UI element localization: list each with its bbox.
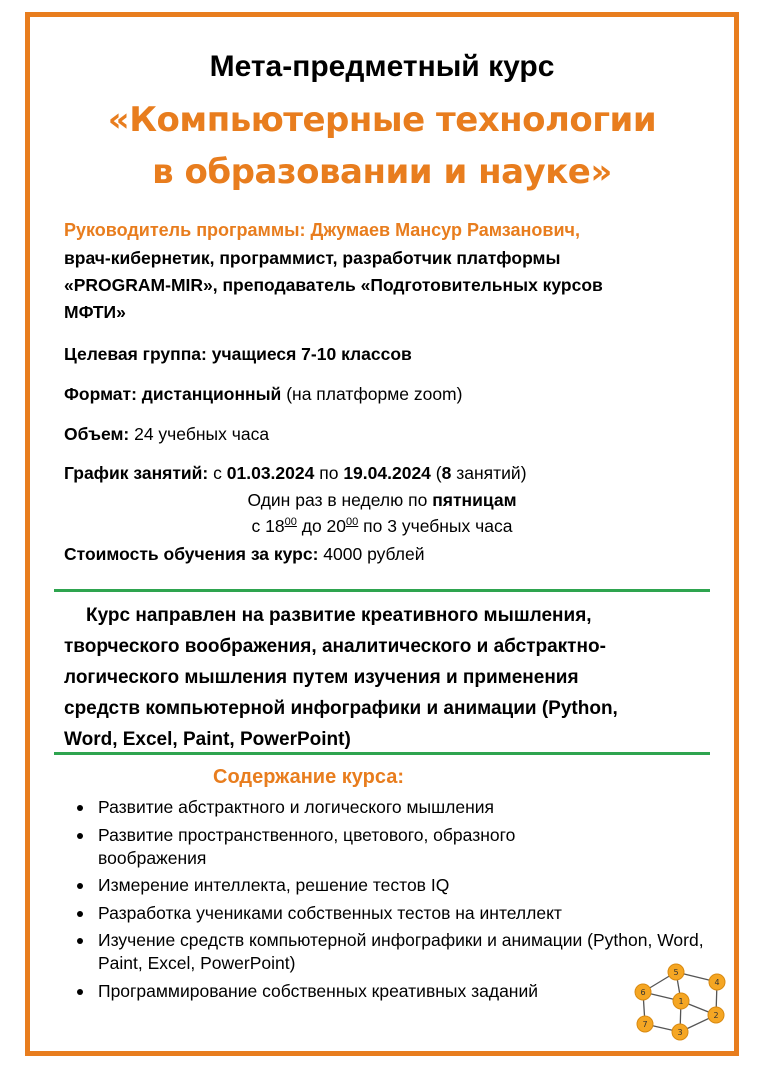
list-item: Программирование собственных креативных заданий [64, 980, 714, 1003]
cost-line [64, 544, 425, 565]
schedule-count: 8 [441, 463, 452, 483]
schedule-to-word: по [319, 463, 339, 483]
schedule-time [0, 516, 764, 537]
bullet-icon [77, 989, 83, 995]
schedule-time-to: до 20 [301, 516, 347, 536]
title-line-3: в образовании и науке» [152, 152, 612, 192]
volume-line [64, 424, 269, 445]
volume-value: 24 учебных часа [134, 424, 270, 444]
graph-node-label: 4 [714, 978, 720, 987]
divider-bottom [54, 752, 710, 755]
schedule-label: График занятий: [64, 463, 209, 483]
list-item: Измерение интеллекта, решение тестов IQ [64, 874, 714, 897]
list-item: Развитие абстрактного и логического мышления [64, 796, 714, 819]
leader-desc-1: врач-кибернетик, программист, разработчик платформы [64, 248, 561, 268]
graph-node-label: 5 [673, 968, 679, 977]
title-line-1: Мета-предметный курс [209, 50, 555, 83]
graph-node-label: 7 [642, 1020, 648, 1029]
schedule-time-to-min: 00 [346, 516, 359, 529]
leader-desc-3: МФТИ» [64, 302, 126, 322]
graph-node-label: 1 [678, 997, 684, 1006]
title-line-2: «Компьютерные технологии [107, 100, 657, 140]
list-item: Изучение средств компьютерной инфографики и анимации (Python, Word, Paint, Excel, PowerPoint) [64, 929, 718, 975]
bullet-icon [77, 938, 83, 944]
cost-value: 4000 рублей [323, 544, 425, 564]
content-title: Содержание курса: [213, 766, 405, 788]
schedule-from-word: с [213, 463, 222, 483]
description-line: творческого воображения, аналитического и абстрактно- [64, 636, 606, 657]
graph-node-label: 6 [640, 988, 646, 997]
format-line [64, 384, 462, 405]
leader-label: Руководитель программы: Джумаев Мансур Рамзанович, [64, 220, 580, 240]
volume-label: Объем: [64, 424, 130, 444]
schedule-time-from: с 18 [251, 516, 285, 536]
bullet-icon [77, 883, 83, 889]
content-list [64, 796, 714, 1007]
schedule-weekly [0, 490, 764, 511]
graph-node-label: 3 [677, 1028, 683, 1037]
graph-illustration-icon [630, 960, 730, 1045]
bullet-icon [77, 911, 83, 917]
schedule-weekly-day: пятницам [432, 490, 517, 510]
schedule-time-suffix: по 3 учебных часа [363, 516, 513, 536]
bullet-icon [77, 833, 83, 839]
list-item: Разработка учениками собственных тестов на интеллект [64, 902, 714, 925]
description-line: Word, Excel, Paint, PowerPoint) [64, 729, 351, 750]
schedule-weekly-prefix: Один раз в неделю по [247, 490, 428, 510]
schedule-start: 01.03.2024 [226, 463, 315, 483]
schedule-line [64, 463, 527, 484]
divider-top [54, 589, 710, 592]
course-description [64, 600, 618, 755]
format-value: (на платформе zoom) [286, 384, 463, 404]
graph-node-label: 2 [713, 1011, 719, 1020]
schedule-open-paren: ( [435, 463, 442, 483]
leader-desc-2: «PROGRAM-MIR», преподаватель «Подготовительных курсов [64, 275, 603, 295]
description-line: средств компьютерной инфографики и анимации (Python, [64, 698, 618, 719]
description-line: Курс направлен на развитие креативного мышления, [86, 605, 592, 626]
schedule-end: 19.04.2024 [343, 463, 431, 483]
format-label: Формат: дистанционный [64, 384, 282, 404]
schedule-time-from-min: 00 [284, 516, 297, 529]
target-group: Целевая группа: учащиеся 7-10 классов [64, 344, 412, 364]
cost-label: Стоимость обучения за курс: [64, 544, 319, 564]
schedule-count-word: занятий) [456, 463, 527, 483]
list-item: Развитие пространственного, цветового, образного воображения [64, 824, 618, 870]
description-line: логического мышления путем изучения и применения [64, 667, 579, 688]
bullet-icon [77, 805, 83, 811]
